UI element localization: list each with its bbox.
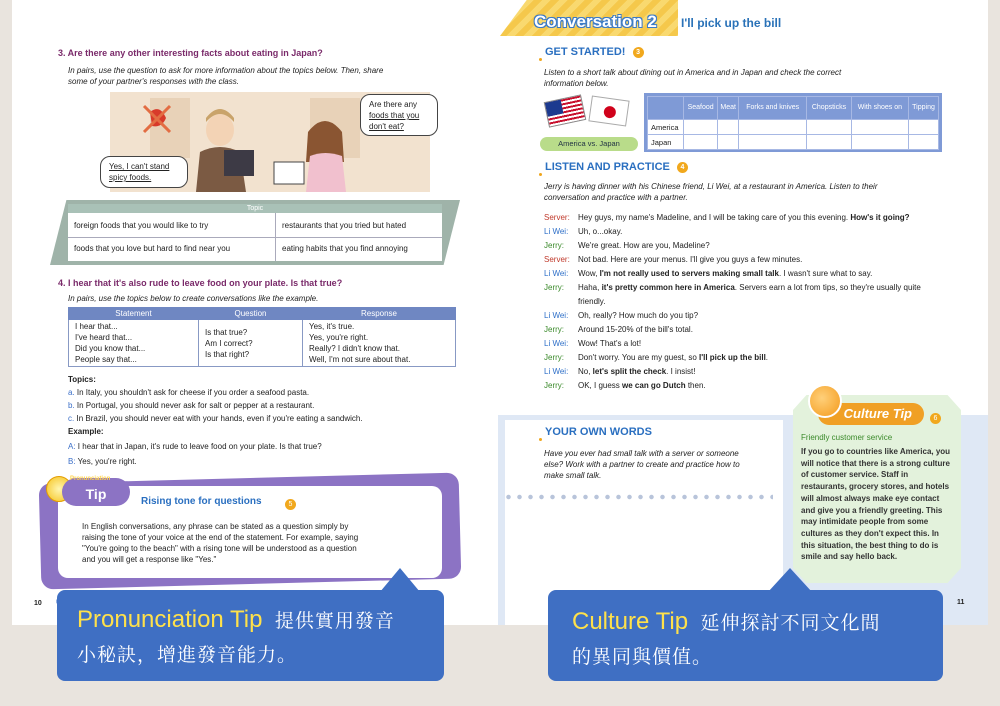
speaker-label: Server: [544,255,570,264]
row-label-america: America [648,120,684,135]
question-3-title: 3. Are there any other interesting facts about eating in Japan? [58,48,323,58]
q4-instructions: In pairs, use the topics below to create conversations like the example. [68,294,319,303]
topics-list: Topics: a. In Italy, you shouldn't ask for cheese if you order a seafood pasta. b. In Portugal, you should never ask for salt or pepper at a restaurant. c. In Brazil, you should never eat with your hands, even if you're eating a sandwich. Example: A: I hear that in Japan, it's rude to leave food on your plate. Is that true? B: Yes, you're right. [68,375,363,466]
dialogue-line [544,309,944,323]
get-started-instructions-1: Listen to a short talk about dining out in America and in Japan and check the correct [544,68,842,77]
dialogue-text: Haha, [578,283,602,292]
page-number-right: 11 [957,599,965,606]
check-cell[interactable] [909,120,939,135]
question-header: Question [199,308,303,320]
track-number-icon[interactable]: 4 [677,162,688,173]
speaker-label: Li Wei: [544,367,569,376]
speaker-label: Jerry: [544,283,564,292]
your-own-words-instructions: Have you ever had small talk with a server or someone else? Work with a partner to create and practice how to make small talk. [544,449,740,480]
key-phrase: I'll pick up the bill [699,353,766,362]
speaker-label: Li Wei: [544,227,569,236]
speaker-label: Server: [544,213,570,222]
check-cell[interactable] [684,120,718,135]
question-4-title: 4. I hear that it's also rude to leave food on your plate. Is that true? [58,278,343,288]
track-number-icon[interactable]: 6 [930,413,941,424]
get-started-instructions-2: information below. [544,79,609,88]
questions-cell: Is that true? Am I correct? Is that right? [199,320,303,367]
key-phrase: I'm not really used to servers making small talk [599,269,779,278]
pron-callout-desc-1: 提供實用發音 [274,611,395,632]
speaker-label: Jerry: [544,381,564,390]
q3-instructions-2: some of your partner's responses with the class. [68,77,239,86]
check-cell[interactable] [718,120,739,135]
culture-tip-badge: Culture Tip [818,403,924,425]
key-phrase: it's pretty common here in America [601,283,735,292]
get-started-table: Seafood Meat Forks and knives Chopsticks With shoes on Tipping America Japan [644,93,942,152]
dotted-divider [503,494,773,500]
topic-cell-3: foods that you love but hard to find near you [74,244,231,253]
check-cell[interactable] [807,135,852,150]
statement-header: Statement [69,308,199,320]
get-started-title: GET STARTED! 3 [545,46,644,58]
japan-flag-icon [588,95,629,126]
check-cell[interactable] [909,135,939,150]
pronunciation-tip-body: In English conversations, any phrase can be stated as a question simply by raising the tone of your voice at the end of the statement. For example, saying "You're going to the beach" with a rising tone will be understood as a question and you will get a response like "Yes." [82,522,359,564]
pron-callout-desc-2: 小秘訣，增進發音能力。 [77,645,298,666]
dialogue-text: Don't worry. You are my guest, so [578,353,699,362]
key-phrase: How's it going? [850,213,910,222]
listen-practice-instructions-2: conversation and practice with a partner. [544,193,688,202]
conversation-subtitle: I'll pick up the bill [681,16,782,30]
cult-callout-desc-2: 的異同與價值。 [572,647,713,668]
dialogue-text: We're great. How are you, Madeline? [578,241,710,250]
culture-tip-heading: Friendly customer service [801,433,893,442]
dialogue-text: . I insist! [666,367,696,376]
dialogue-text: then. [685,381,706,390]
culture-tip-callout [548,590,943,681]
dialogue-text: Not bad. Here are your menus. I'll give you guys a few minutes. [578,255,803,264]
check-cell[interactable] [807,120,852,135]
dialogue-text: Uh, o...okay. [578,227,623,236]
check-cell[interactable] [718,135,739,150]
dialogue-text: Wow! That's a lot! [578,339,642,348]
dialogue-text: . I wasn't sure what to say. [778,269,873,278]
key-phrase: let's split the check [592,367,667,376]
dialogue-text: OK, I guess [578,381,623,390]
check-cell[interactable] [851,135,908,150]
response-header: Response [303,308,456,320]
dialogue-text: . [765,353,769,362]
responses-cell: Yes, it's true. Yes, you're right. Really? I didn't know that. Well, I'm not sure about that. [303,320,456,367]
us-flag-icon [544,94,587,127]
dialogue-text: Around 15-20% of the bill's total. [578,325,693,334]
speaker-label: Jerry: [544,353,564,362]
dialogue-text: Wow, [578,269,600,278]
check-cell[interactable] [739,135,807,150]
america-vs-japan-label: America vs. Japan [540,137,638,151]
speech-bubble-question: Are there any foods that you don't eat? [360,94,438,136]
key-phrase: we can go Dutch [622,381,686,390]
dialogue-line [544,211,944,225]
speaker-label: Li Wei: [544,269,569,278]
dialogue-line [544,267,944,281]
track-number-icon[interactable]: 5 [285,499,296,510]
speaker-label: Li Wei: [544,311,569,320]
dialogue-text: . Servers earn a lot from tips, so they're usually quite friendly. [578,283,921,306]
dialogue-line [544,253,944,267]
dialogue-text: Hey guys, my name's Madeline, and I will be taking care of you this evening. [578,213,851,222]
dialogue-line [544,281,944,309]
culture-tip-body: If you go to countries like America, you will notice that there is a strong culture of customer service. Staff in restaurants, grocery stores, and hotels will almost always make eye contact and give you a friendly greeting. This may intimidate people from some cultures as they don't expect this. In this situation, the best thing to do is smile and say hello back. [801,447,951,562]
dialogue-line [544,337,944,351]
speech-bubble-answer: Yes, I can't stand spicy foods. [100,156,188,188]
listen-practice-title: LISTEN AND PRACTICE 4 [545,161,688,173]
pronunciation-tip-title: Rising tone for questions [141,496,262,507]
check-cell[interactable] [851,120,908,135]
pron-callout-pointer [380,568,420,592]
check-cell[interactable] [739,120,807,135]
pronunciation-tip-callout [57,590,444,681]
dialogue-line [544,225,944,239]
dialogue-line [544,379,944,393]
topic-cell-1: foreign foods that you would like to try [74,221,209,230]
topic-table-header: Topic [68,204,442,213]
cult-callout-title: Culture Tip [572,608,689,635]
your-own-words-title: YOUR OWN WORDS [545,426,652,438]
track-number-icon[interactable]: 3 [633,47,644,58]
dialogue-text: Oh, really? How much do you tip? [578,311,699,320]
globe-icon [808,384,842,418]
row-label-japan: Japan [648,135,684,150]
dialogue [544,211,944,393]
topic-cell-4: eating habits that you find annoying [282,244,408,253]
dialogue-line [544,351,944,365]
cult-callout-desc-1: 延伸探討不同文化間 [700,613,881,634]
statement-table [68,307,456,367]
page-number-left: 10 [34,600,42,607]
q3-instructions-1: In pairs, use the question to ask for more information about the topics below. Then, share [68,66,384,75]
topic-cell-2: restaurants that you tried but hated [282,221,407,230]
statements-cell: I hear that... I've heard that... Did you know that... People say that... [69,320,199,367]
check-cell[interactable] [684,135,718,150]
dialogue-line [544,323,944,337]
dialogue-text: No, [578,367,593,376]
culture-callout-pointer [768,568,812,592]
speaker-label: Jerry: [544,325,564,334]
pronunciation-tip-badge: Pronunciation Tip [62,478,130,506]
dialogue-line [544,239,944,253]
dialogue-line [544,365,944,379]
conversation-title: Conversation 2 [534,12,657,31]
pron-callout-title: Pronunciation Tip [77,606,263,633]
listen-practice-instructions-1: Jerry is having dinner with his Chinese friend, Li Wei, at a restaurant in America. Listen to their [544,182,878,191]
speaker-label: Li Wei: [544,339,569,348]
speaker-label: Jerry: [544,241,564,250]
